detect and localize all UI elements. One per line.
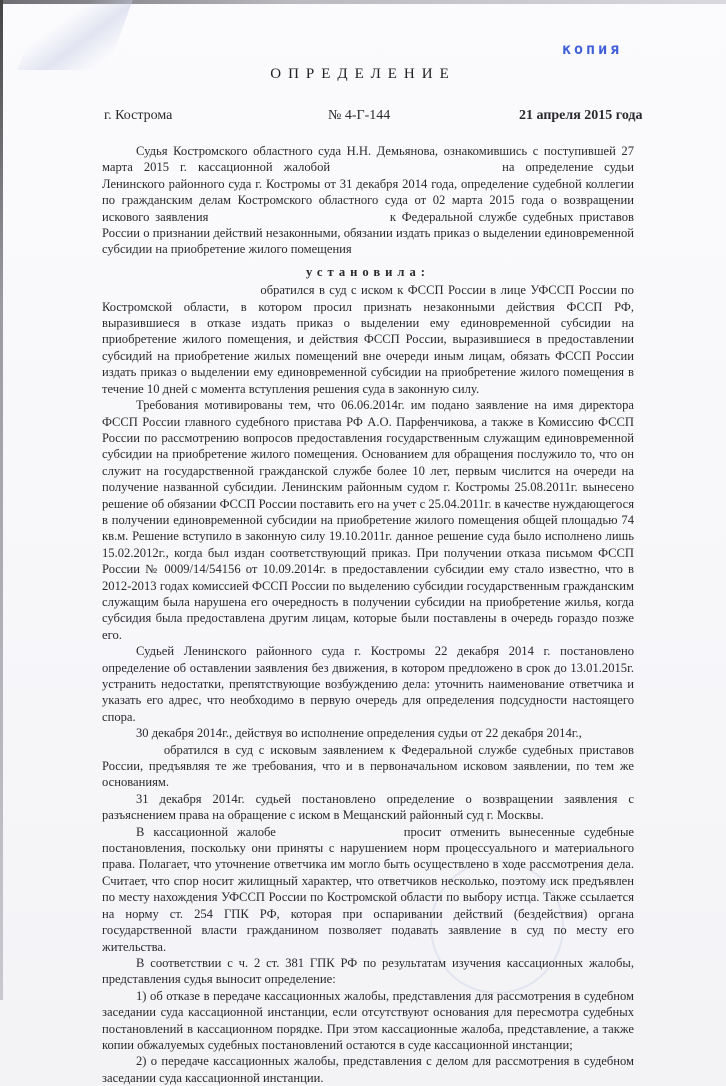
section-heading: установила:	[306, 264, 430, 279]
intro-part-c: к Федеральной службе судебных приставов России о признании действий незаконными, обязании издать приказ о выделении единовременной субсидии на приобретение жилого помещения	[102, 209, 634, 257]
paragraph: В соответствии с ч. 2 ст. 381 ГПК РФ по результатам изучения кассационных жалобы, представления судья выносит определение:	[102, 955, 634, 987]
paragraph: 30 декабря 2014г., действуя во исполнение определения судьи от 22 декабря 2014г.,	[136, 726, 582, 741]
document-date: 21 апреля 2015 года	[519, 108, 643, 123]
document-body	[102, 143, 634, 1086]
document-title: ОПРЕДЕЛЕНИЕ	[270, 66, 456, 82]
scan-bleed-artifact	[17, 0, 132, 70]
paragraph: обратился в суд с исковым заявлением к Федеральной службе судебных приставов России, предъявляя те же требования, что и в первоначальном исковом заявлении, по тем же основаниям.	[102, 742, 634, 790]
scan-left-edge	[0, 0, 3, 1000]
intro-part-a: Судья Костромского областного суда Н.Н. Демьянова, ознакомившись с поступившей 27 марта 2015 г. кассационной жалобой	[102, 144, 634, 175]
paragraph: 31 декабря 2014г. судьей постановлено определение о возвращении заявления с разъяснением права на обращение с иском в Мещанский районный суд г. Москвы.	[102, 791, 634, 823]
list-item: 1) об отказе в передаче кассационных жалобы, представления для рассмотрения в судебном заседании суда кассационной инстанции, если отсутствуют основания для пересмотра судебных постановлений в кассационном порядке. При этом кассационные жалоба, представление, а также копии обжалуемых судебных постановлений остаются в суде кассационной инстанции;	[102, 988, 634, 1052]
copy-stamp: копия	[562, 40, 623, 58]
document-number: № 4-Г-144	[328, 108, 391, 123]
intro-part-b: на определение судьи Ленинского районного суда г. Костромы от 31 декабря 2014 года, определение судебной коллегии по гражданским делам Костромского областного суда от 02 марта 2015 года о возвращении искового заявления	[102, 160, 634, 224]
paragraph: обратился в суд с иском к ФССП России в лице УФССП России по Костромской области, в котором просил признать незаконными действия ФССП РФ, выразившиеся в отказе издать приказ о выделении ему единовременной субсидии на приобретение жилого помещения, и действия ФССП России, выразившиеся в предоставлении субсидий на приобретение жилых помещений вне очереди иным лицам, обязать ФССП России издать приказ о выделении ему единовременной субсидии на приобретение жилого помещения в течение 10 дней с момента вступления решения суда в законную силу.	[102, 283, 634, 396]
list-item: 2) о передаче кассационных жалобы, представления с делом для рассмотрения в судебном заседании суда кассационной инстанции.	[102, 1054, 634, 1085]
document-city: г. Кострома	[104, 108, 173, 123]
paragraph: Судьей Ленинского районного суда г. Костромы 22 декабря 2014 г. постановлено определение об оставлении заявления без движения, в котором предложено в срок до 13.01.2015г. устранить недостатки, препятствующие возбуждению дела: уточнить наименование ответчика и указать его адрес, что необходимо в первую очередь для определения подсудности настоящего спора.	[102, 644, 634, 724]
paragraph: В кассационной жалобе просит отменить вынесенные судебные постановления, поскольку они приняты с нарушением норм процессуального и материального права. Полагает, что уточнение ответчика им могло быть осуществлено в ходе рассмотрения дела. Считает, что спор носит жилищный характер, что ответчиков несколько, поэтому иск предъявлен по месту нахождения УФССП России по Костромской области по выбору истца. Также ссылается на норму ст. 254 ГПК РФ, которая при оспаривании действий (бездействия) органа государственной власти гражданином позволяет подавать заявление в суд по месту его жительства.	[102, 824, 635, 954]
paragraph: Требования мотивированы тем, что 06.06.2014г. им подано заявление на имя директора ФССП России главного судебного пристава РФ А.О. Парфенчикова, а также в Комиссию ФССП России по рассмотрению вопросов предоставления государственным служащим единовременной субсидии на приобретение жилого помещения. Основанием для обращения послужило то, что он служит на государственной гражданской службе более 10 лет, первым числится на очереди на получение названной субсидии. Ленинским районным судом г. Костромы 25.08.2011г. вынесено решение об обязании ФССП России поставить его на учет с 25.04.2011г. в качестве нуждающегося в получении единовременной субсидии на приобретение жилого помещения общей площадью 74 кв.м. Решение вступило в законную силу 19.10.2011г. данное решение суда было исполнено лишь 15.02.2012г., когда был издан соответствующий приказ. При получении отказа письмом ФССП России № 0009/14/54156 от 10.09.2014г. в предоставлении субсидии ему стало известно, что в 2012-2013 годах комиссией ФССП России по выделению субсидии государственным гражданским служащим была нарушена его очередность в получении субсидии на приобретение жилья, когда субсидия была предоставлена другим лицам, которые были поставлены в очередь гораздо позже его.	[102, 398, 634, 642]
intro-paragraph	[102, 143, 634, 258]
